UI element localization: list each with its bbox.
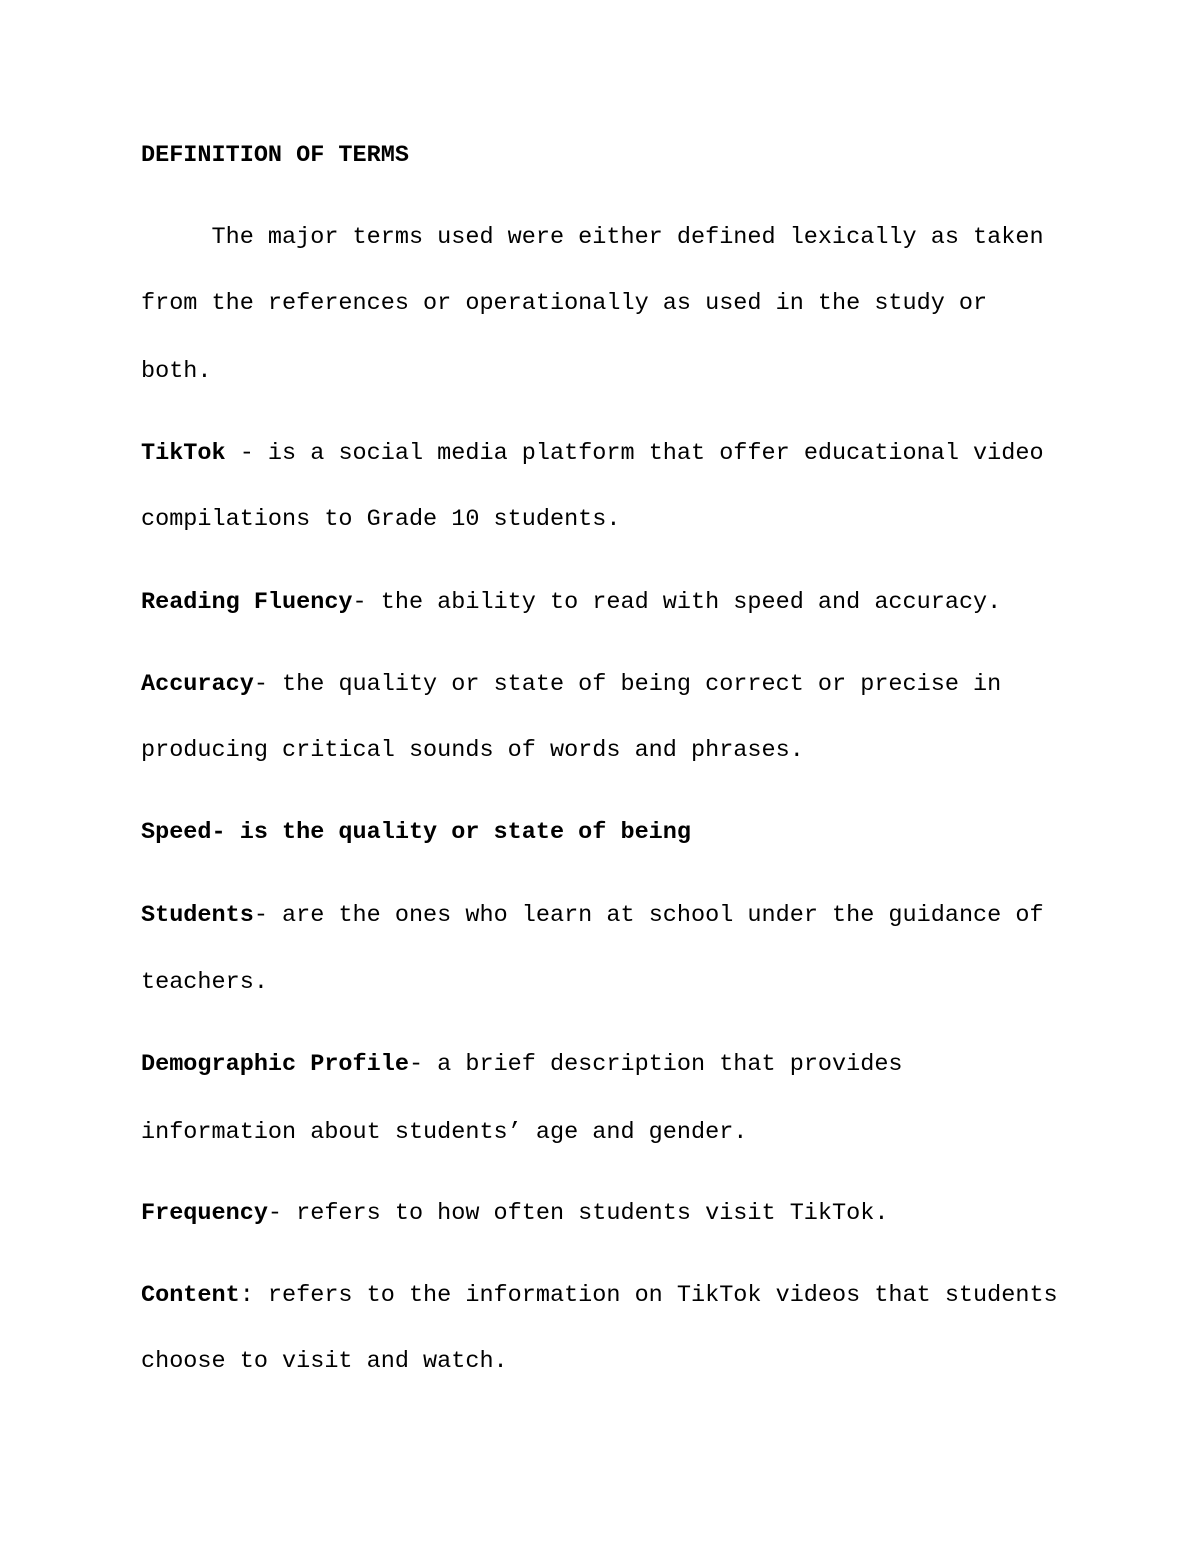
term-reading-fluency-line — [141, 591, 1001, 615]
intro-text-2: from the references or operationally as used in the study or — [141, 290, 988, 317]
document-heading — [141, 144, 409, 168]
term-tiktok-line-1 — [141, 442, 1044, 466]
term-accuracy-definition: - the quality or state of being correct or precise in — [253, 671, 1002, 698]
term-reading-fluency: Reading Fluency — [141, 589, 353, 616]
term-content-line-1 — [141, 1284, 1058, 1308]
term-demographic-profile-line-2 — [141, 1121, 747, 1145]
intro-line-3 — [141, 360, 212, 384]
term-students-definition: - are the ones who learn at school under the guidance of — [253, 902, 1044, 929]
term-students-line-2 — [141, 971, 268, 995]
term-demographic-profile: Demographic Profile — [141, 1051, 409, 1078]
term-speed: Speed- is the quality or state of being — [141, 819, 691, 846]
term-students: Students — [141, 902, 254, 929]
term-frequency-line — [141, 1202, 888, 1226]
term-content-definition-cont: choose to visit and watch. — [141, 1348, 508, 1375]
term-demographic-profile-definition-cont: information about students’ age and gender. — [141, 1119, 748, 1146]
term-tiktok: TikTok — [141, 440, 226, 467]
term-tiktok-definition-cont: compilations to Grade 10 students. — [141, 506, 621, 533]
intro-line-1 — [141, 226, 1044, 250]
term-tiktok-definition: - is a social media platform that offer educational video — [225, 440, 1044, 467]
term-demographic-profile-definition: - a brief description that provides — [408, 1051, 903, 1078]
term-speed-line — [141, 821, 691, 845]
term-students-definition-cont: teachers. — [141, 969, 268, 996]
term-tiktok-line-2 — [141, 508, 620, 532]
heading-text: DEFINITION OF TERMS — [141, 142, 409, 169]
term-content-line-2 — [141, 1350, 508, 1374]
intro-line-2 — [141, 292, 987, 316]
term-accuracy-line-1 — [141, 673, 1001, 697]
term-content-definition: : refers to the information on TikTok videos that students — [239, 1282, 1058, 1309]
term-accuracy-line-2 — [141, 739, 804, 763]
term-students-line-1 — [141, 904, 1044, 928]
term-accuracy-definition-cont: producing critical sounds of words and phrases. — [141, 737, 804, 764]
intro-text-1: The major terms used were either defined lexically as taken — [141, 224, 1044, 251]
term-accuracy: Accuracy — [141, 671, 254, 698]
term-demographic-profile-line-1 — [141, 1053, 903, 1077]
term-frequency-definition: - refers to how often students visit TikTok. — [267, 1200, 889, 1227]
term-content: Content — [141, 1282, 240, 1309]
term-frequency: Frequency — [141, 1200, 268, 1227]
intro-text-3: both. — [141, 358, 212, 385]
term-reading-fluency-definition: - the ability to read with speed and accuracy. — [352, 589, 1002, 616]
